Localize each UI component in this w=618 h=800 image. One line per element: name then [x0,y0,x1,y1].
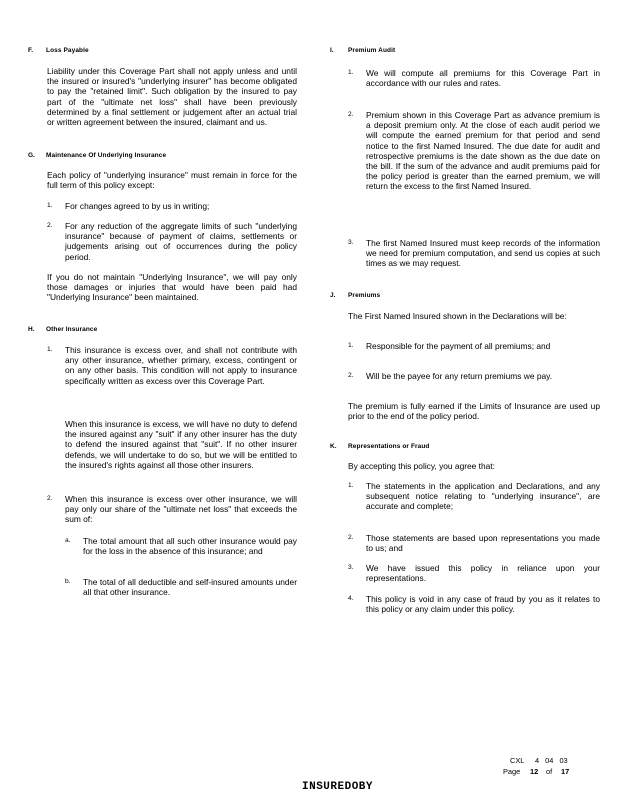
section-j-closing: The premium is fully earned if the Limits of Insurance are used up prior to the end of the policy period. [348,401,600,422]
section-i-item-2-num: 2. [348,111,354,118]
section-i-title: Premium Audit [348,47,396,54]
section-h-sub-a-text: The total amount that all such other insurance would pay for the loss in the absence of this insurance; and [83,536,297,557]
form-edition: 4 04 03 [535,756,568,765]
section-h-item-2-num: 2. [47,495,53,502]
section-g-letter: G. [28,152,35,159]
section-h-letter: H. [28,326,35,333]
section-k-item-4-num: 4. [348,595,354,602]
section-k-item-1-num: 1. [348,482,354,489]
section-k-item-2-num: 2. [348,534,354,541]
section-i-item-3-num: 3. [348,239,354,246]
section-j-intro: The First Named Insured shown in the Declarations will be: [348,311,567,321]
section-j-item-1-num: 1. [348,342,354,349]
section-i-letter: I. [330,47,334,54]
section-k-item-2-text: Those statements are based upon representations you made to us; and [366,533,600,554]
section-i-item-2-text: Premium shown in this Coverage Part as advance premium is a deposit premium only. At the close of each audit period we will compute the earned premium for that period and send notice to the first Named Insured. The due date for audit and retrospective premiums is the date shown as the due date on the bill. If the sum of the advance and audit premiums paid for the policy period is greater than the earned premium, we will return the excess to the first Named Insured. [366,110,600,192]
section-k-item-1-text: The statements in the application and Declarations, and any subsequent notice relating to "underlying insurance", are accurate and complete; [366,481,600,512]
page-total: 17 [561,767,570,776]
section-h-item-1-p2: When this insurance is excess, we will have no duty to defend the insured against any "suit" if any other insurer has the duty to defend the insured against that "suit". If no other insurer defends, we will undertake to do so, but we will be entitled to the insured's rights against all those other insurers. [65,419,297,470]
section-j-letter: J. [330,292,336,299]
section-g-item-1-text: For changes agreed to by us in writing; [65,201,210,211]
section-g-title: Maintenance Of Underlying Insurance [46,152,167,159]
brand-watermark: INSUREDOBY [302,781,374,793]
section-i-item-1-text: We will compute all premiums for this Coverage Part in accordance with our rules and rates. [366,68,600,89]
form-code: CXL [510,756,525,765]
section-h-title: Other Insurance [46,326,98,333]
section-i-item-1-num: 1. [348,69,354,76]
section-h-sub-b-text: The total of all deductible and self-insured amounts under all that other insurance. [83,577,297,598]
section-h-sub-b-num: b. [65,578,71,585]
section-f-title: Loss Payable [46,47,89,54]
section-k-item-4-text: This policy is void in any case of fraud by you as it relates to this policy or any claim under this policy. [366,594,600,615]
section-h-item-2-text: When this insurance is excess over other insurance, we will pay only our share of the "ultimate net loss" that exceeds the sum of: [65,494,297,525]
section-j-title: Premiums [348,292,381,299]
section-k-item-3-num: 3. [348,564,354,571]
section-k-title: Representations or Fraud [348,443,430,450]
section-i-item-3-text: The first Named Insured must keep records of the information we need for premium computation, and send us copies at such times as we may request. [366,238,600,269]
section-g-closing: If you do not maintain "Underlying Insurance", we will pay only those damages or injuries that would have been paid had "Underlying Insurance" been maintained. [47,272,297,303]
section-f-text: Liability under this Coverage Part shall not apply unless and until the insured or insured's "underlying insurer" has become obligated to pay the "retained limit". Such obligation by the insured to pay part of the "ultimate net loss" shall have been previously determined by a final settlement or judgement after an actual trial or written agreement between the insured, claimant and us. [47,66,297,128]
section-g-item-1-num: 1. [47,202,53,209]
section-f-letter: F. [28,47,34,54]
section-g-item-2-text: For any reduction of the aggregate limits of such "underlying insurance" because of payment of claims, settlements or judgements arising out of occurrences during the policy period. [65,221,297,262]
section-j-item-2-text: Will be the payee for any return premiums we pay. [366,371,553,381]
section-j-item-1-text: Responsible for the payment of all premiums; and [366,341,551,351]
section-k-letter: K. [330,443,337,450]
page-label: Page [503,767,521,776]
section-j-item-2-num: 2. [348,372,354,379]
section-k-item-3-text: We have issued this policy in reliance upon your representations. [366,563,600,584]
section-g-item-2-num: 2. [47,222,53,229]
section-h-item-1-num: 1. [47,346,53,353]
page-of-label: of [546,767,553,776]
page-number: 12 [530,767,539,776]
section-k-intro: By accepting this policy, you agree that: [348,461,495,471]
section-h-item-1-p1: This insurance is excess over, and shall not contribute with any other insurance, whether primary, excess, contingent or on any other basis. This condition will not apply to insurance specifically written as excess over this Coverage Part. [65,345,297,386]
section-g-intro: Each policy of "underlying insurance" must remain in force for the full term of this policy except: [47,170,297,191]
section-h-sub-a-num: a. [65,537,71,544]
